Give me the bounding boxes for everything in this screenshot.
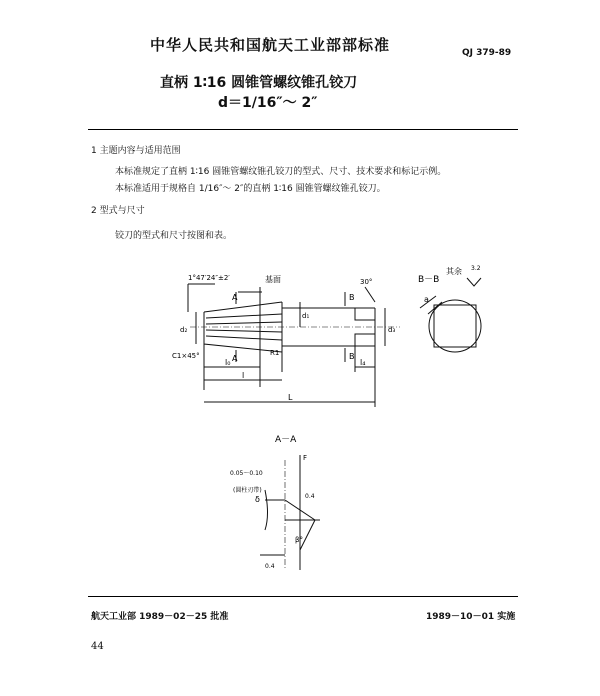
datum-label: 基面 <box>265 275 281 284</box>
l0-label: l₀ <box>225 358 231 367</box>
approval-date: 航天工业部 1989－02－25 批准 <box>91 612 229 622</box>
header-rule <box>88 129 518 130</box>
section-1-paragraph-1: 本标准规定了直柄 1∶16 圆锥管螺纹锥孔铰刀的型式、尺寸、技术要求和标记示例。 <box>115 167 447 177</box>
section-1-heading: 1 主题内容与适用范围 <box>91 146 181 156</box>
square-size-label: a <box>424 295 429 304</box>
roughness-1-label: 0.4 <box>305 493 315 500</box>
document-title: 直柄 1∶16 圆锥管螺纹锥孔铰刀 <box>160 75 358 91</box>
chamfer-label: C1×45° <box>172 352 200 360</box>
d3-label: d₃ <box>388 326 396 334</box>
d1-label: d₁ <box>302 312 310 320</box>
roughness-2-label: 0.4 <box>265 563 275 570</box>
chamfer-angle-label: 30° <box>360 278 373 286</box>
section-a-top-label: A <box>232 293 238 302</box>
d2-label: d₂ <box>180 326 188 334</box>
section-a-bottom-label: A <box>232 354 238 363</box>
reamer-main-view <box>170 262 410 417</box>
section-b-bottom-label: B <box>349 352 355 361</box>
radius-label: R1 <box>270 349 280 357</box>
l4-label: l₄ <box>360 358 366 367</box>
L-label: L <box>288 393 293 402</box>
l-label: l <box>242 371 245 380</box>
section-b-top-label: B <box>349 293 355 302</box>
standard-code: QJ 379-89 <box>462 48 512 58</box>
f-label: F <box>303 454 308 462</box>
section-2-paragraph-1: 铰刀的型式和尺寸按图和表。 <box>115 231 233 241</box>
beta-label: β° <box>295 536 303 544</box>
rest-roughness-label: 其余 <box>446 267 462 276</box>
taper-angle-label: 1°47′24″±2′ <box>188 274 230 282</box>
section-b-b-view <box>412 260 502 365</box>
section-2-heading: 2 型式与尺寸 <box>91 206 145 216</box>
section-b-b-title: B－B <box>418 275 440 285</box>
land-note-label: (圆柱刃带) <box>233 487 262 494</box>
footer-rule <box>88 596 518 597</box>
page-number: 44 <box>91 641 104 652</box>
roughness-value: 3.2 <box>471 265 481 272</box>
land-width-label: 0.05～0.10 <box>230 470 263 477</box>
delta-label: δ <box>255 495 260 504</box>
issuing-organization: 中华人民共和国航天工业部部标准 <box>150 36 391 54</box>
section-a-a-view <box>225 430 365 580</box>
section-a-a-title: A－A <box>275 435 297 445</box>
document-subtitle: d＝1/16″～ 2″ <box>218 95 318 111</box>
effective-date: 1989－10－01 实施 <box>426 612 516 622</box>
section-1-paragraph-2: 本标准适用于规格自 1/16″～ 2″的直柄 1∶16 圆锥管螺纹锥孔铰刀。 <box>115 184 386 194</box>
